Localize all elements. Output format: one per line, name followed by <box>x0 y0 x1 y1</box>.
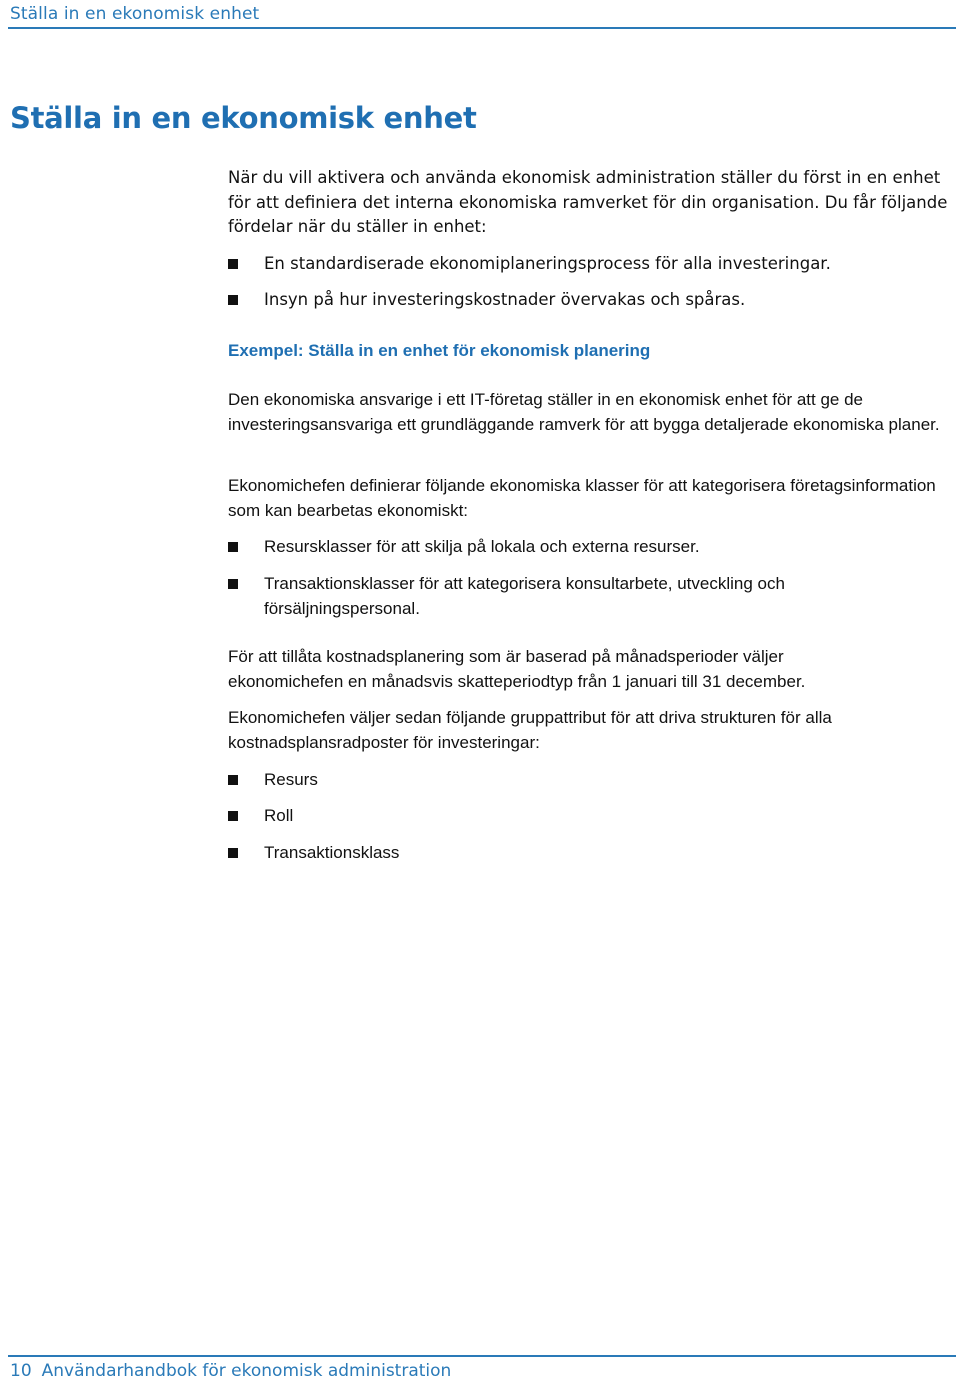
header-rule <box>8 27 956 29</box>
paragraph: Den ekonomiska ansvarige i ett IT-företag ställer in en ekonomisk enhet för att ge de investeringsansvariga ett grundläggande ramverk för att bygga detaljerade ekonomiska planer. <box>228 390 940 434</box>
example-heading: Exempel: Ställa in en enhet för ekonomisk planering <box>228 341 651 360</box>
paragraph: Ekonomichefen väljer sedan följande gruppattribut för att driva strukturen för alla kostnadsplansradposter för investeringar: <box>228 708 832 752</box>
list-item-text: Transaktionsklass <box>264 843 400 862</box>
paragraph: För att tillåta kostnadsplanering som är baserad på månadsperioder väljer ekonomichefen en månadsvis skatteperiodtyp från 1 januari till 31 december. <box>228 647 806 691</box>
list-item-text: Roll <box>264 806 294 825</box>
bullet-square-icon <box>228 295 238 305</box>
bullet-square-icon <box>228 579 238 589</box>
page-number: 10 <box>10 1361 32 1381</box>
footer-rule <box>8 1355 956 1357</box>
running-header: Ställa in en ekonomisk enhet <box>10 4 260 24</box>
book-title: Användarhandbok för ekonomisk administration <box>41 1361 452 1381</box>
bullet-square-icon <box>228 775 238 785</box>
intro-paragraph: När du vill aktivera och använda ekonomisk administration ställer du först in en enhet för att definiera det interna ekonomiska ramverket för din organisation. Du får följande fördelar när du ställer in enhet: <box>228 168 948 237</box>
example-paragraph-2 <box>228 474 948 523</box>
example-paragraph-4 <box>228 706 948 755</box>
list-item-text: Transaktionsklasser för att kategorisera konsultarbete, utveckling och försäljningspersonal. <box>264 574 785 618</box>
intro-section <box>228 166 948 240</box>
bullet-square-icon <box>228 542 238 552</box>
list-item-text: Resursklasser för att skilja på lokala och externa resurser. <box>264 537 700 556</box>
bullet-square-icon <box>228 848 238 858</box>
page-footer <box>10 1361 451 1381</box>
example-paragraph-1 <box>228 388 948 437</box>
paragraph: Ekonomichefen definierar följande ekonomiska klasser för att kategorisera företagsinformation som kan bearbetas ekonomiskt: <box>228 476 936 520</box>
page-title: Ställa in en ekonomisk enhet <box>10 101 477 135</box>
list-item-text: Resurs <box>264 770 318 789</box>
list-item-text: En standardiserade ekonomiplaneringsprocess för alla investeringar. <box>264 254 831 273</box>
bullet-square-icon <box>228 259 238 269</box>
list-item-text: Insyn på hur investeringskostnader övervakas och spåras. <box>264 290 746 309</box>
example-paragraph-3 <box>228 645 948 694</box>
bullet-square-icon <box>228 811 238 821</box>
